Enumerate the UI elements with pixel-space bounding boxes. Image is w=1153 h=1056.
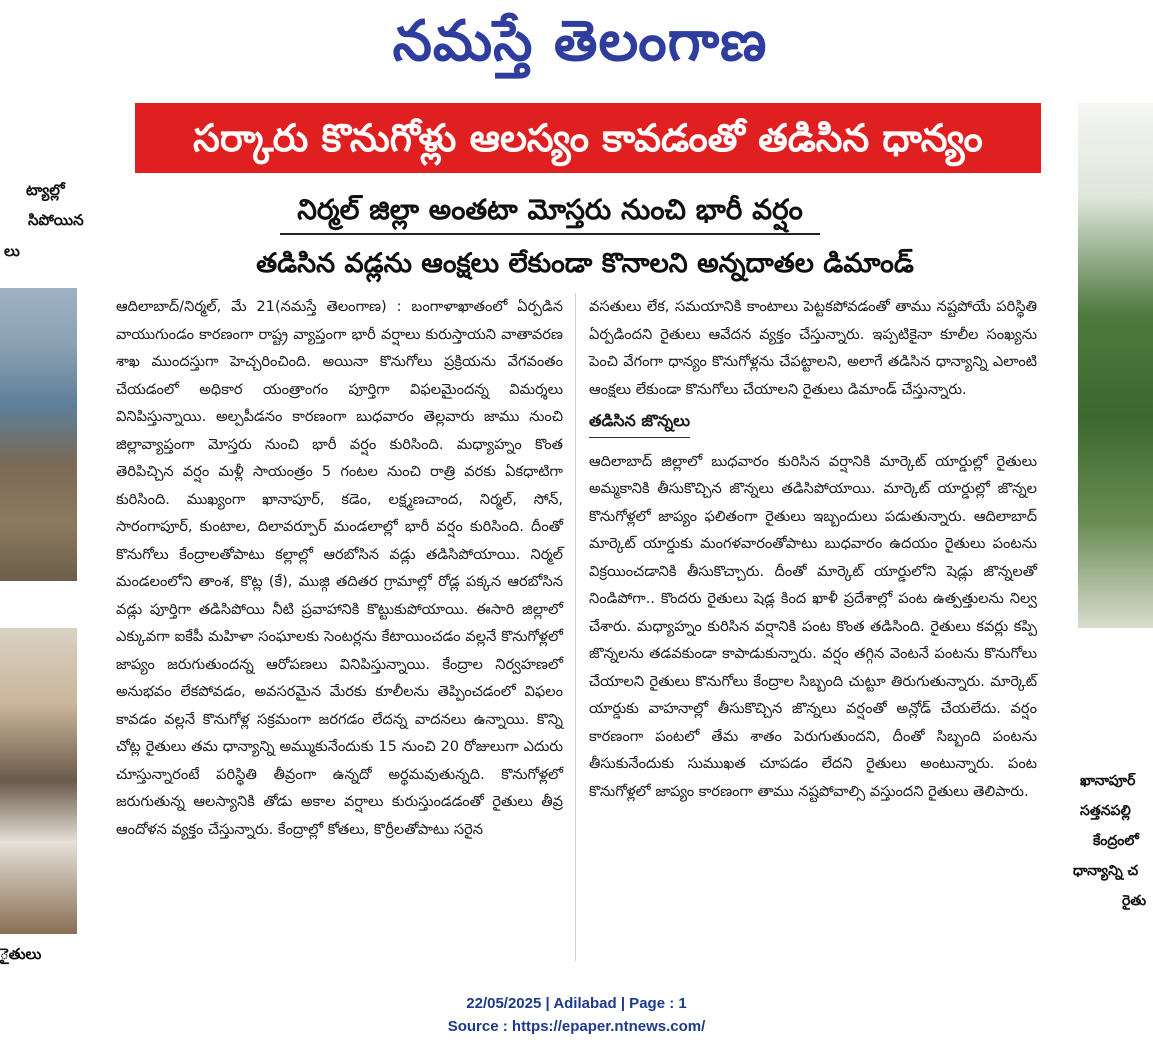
headline: సర్కారు కొనుగోళ్లు ఆలస్యం కావడంతో తడిసిన ధాన్యం	[135, 103, 1041, 173]
photo-trees	[1078, 103, 1153, 628]
right-caption-fragment: ధాన్యాన్ని చ	[1073, 863, 1139, 879]
left-caption-fragment: సిపోయిన	[28, 211, 84, 229]
article-column-1	[116, 293, 563, 843]
subheadline-secondary: తడిసిన వడ్లను ఆంక్షలు లేకుండా కొనాలని అన్నదాతల డిమాండ్	[256, 248, 914, 279]
column-divider	[575, 293, 576, 961]
photo-farmers-crowd	[0, 628, 77, 934]
left-caption-fragment: ట్యాల్లో	[26, 181, 65, 199]
right-caption-fragment: సత్తనపల్లి	[1080, 803, 1131, 819]
photo-cyclist-rain	[0, 288, 77, 581]
article-paragraph: వసతులు లేక, సమయానికి కాంటాలు పెట్టకపోవడంతో తాము నష్టపోయే పరిస్థితి ఏర్పడిందని రైతులు ఆవేదన వ్యక్తం చేస్తున్నారు. ఇప్పటికైనా కూలీల సంఖ్యను పెంచి వేగంగా ధాన్యం కొనుగోళ్లను చేపట్టాలని, అలాగే తడిసిన ధాన్యాన్ని ఎలాంటి ఆంక్షలు లేకుండా కొనుగోలు చేయాలని రైతులు డిమాండ్ చేస్తున్నారు.	[589, 298, 1037, 398]
right-caption-fragment: రైతు	[1122, 893, 1147, 909]
right-caption-fragment: ఖానాపూర్	[1080, 773, 1136, 789]
footer-source-link[interactable]: Source : https://epaper.ntnews.com/	[447, 1018, 706, 1035]
footer-date-edition: 22/05/2025 | Adilabad | Page : 1	[466, 995, 687, 1012]
section-subheading: తడిసిన జొన్నలు	[589, 407, 690, 438]
footer	[0, 992, 1153, 1038]
left-caption-fragment: ైతులు	[0, 945, 42, 963]
article-paragraph: ఆదిలాబాద్ జిల్లాలో బుధవారం కురిసిన వర్షానికి మార్కెట్ యార్డుల్లో రైతులు అమ్మకానికి తీసుకొచ్చిన జొన్నలు తడిసిపోయాయి. మార్కెట్ యార్డుల్లో జొన్నల కొనుగోళ్లలో జాప్యం ఫలితంగా రైతులు ఇబ్బందులు పడుతున్నారు. ఆదిలాబాద్ మార్కెట్ యార్డుకు మంగళవారంతోపాటు బుధవారం ఉదయం రైతులు పంటను విక్రయించడానికి తీసుకొచ్చారు. దీంతో మార్కెట్ యార్డులోని షెడ్లు జొన్నలతో నిండిపోగా.. కొందరు రైతులు షెడ్ల కింద ఖాళీ ప్రదేశాల్లో పంట ఉత్పత్తులను నిల్వ చేశారు. మధ్యాహ్నం కురిసిన వర్షానికి పంట కొంత తడిసింది. రైతులు కవర్లు కప్పి జొన్నలను తడవకుండా కాపాడుకున్నారు. వర్షం తగ్గిన వెంటనే పంటను కొనుగోలు చేయాలని రైతులు కొనుగోలు కేంద్రాల సిబ్బంది చుట్టూ తిరుగుతున్నారు. మార్కెట్ యార్డుకు వాహనాల్లో తీసుకొచ్చిన జొన్నలు వర్షంతో అన్లోడ్ చేయలేదు. వర్షం కారణంగా పంటలో తేమ శాతం పెరుగుతుందని, దీంతో సిబ్బంది పంటను తీసుకునేందుకు సుముఖత చూపడం లేదని రైతులు అంటున్నారు. పంట కొనుగోళ్లలో జాప్యం కారణంగా తాము నష్టపోవాల్సి వస్తుందని రైతులు తెలిపారు.	[589, 452, 1037, 800]
article-column-2	[589, 293, 1037, 805]
right-caption-fragment: కేంద్రంలో	[1093, 833, 1139, 849]
subheadline-primary: నిర్మల్ జిల్లా అంతటా మోస్తరు నుంచి భారీ వర్షం	[280, 187, 820, 235]
masthead-logo: నమస్తే తెలంగాణ	[392, 9, 768, 74]
left-caption-fragment: లు	[4, 242, 20, 260]
article-paragraph: ఆదిలాబాద్/నిర్మల్, మే 21(నమస్తే తెలంగాణ) : బంగాళాఖాతంలో ఏర్పడిన వాయుగుండం కారణంగా రాష్ట్ర వ్యాప్తంగా భారీ వర్షాలు కురుస్తాయని వాతావరణ శాఖ ముందస్తుగా హెచ్చరించింది. అయినా కొనుగోలు ప్రక్రియను వేగవంతం చేయడంలో అధికార యంత్రాంగం పూర్తిగా విఫలమైందన్న విమర్శలు వినిపిస్తున్నాయి. అల్పపీడనం కారణంగా బుధవారం తెల్లవారు జాము నుంచి జిల్లావ్యాప్తంగా మోస్తరు నుంచి భారీ వర్షం కురిసింది. మధ్యాహ్నం కొంత తెరిపిచ్చిన వర్షం మళ్లీ సాయంత్రం 5 గంటల నుంచి రాత్రి వరకు ఏకధాటిగా కురిసింది. ముఖ్యంగా ఖానాపూర్, కడెం, లక్ష్మణచాంద, నిర్మల్, సోన్, సారంగాపూర్, కుంటాల, దిలావర్పూర్ మండలాల్లో భారీ వర్షం కురిసింది. దీంతో కొనుగోలు కేంద్రాలతోపాటు కల్లాల్లో ఆరబోసిన వడ్లు తడిసిపోయాయి. నిర్మల్ మండలంలోని తాంశ, కొట్ల (కే), ముజ్గి తదితర గ్రామాల్లో రోడ్ల పక్కన ఆరబోసిన వడ్లు పూర్తిగా తడిసిపోయి నీటి ప్రవాహానికి కొట్టుకుపోయాయి. ఈసారి జిల్లాలో ఎక్కువగా ఐకేపీ మహిళా సంఘాలకు సెంటర్లను కేటాయించడం వల్లనే కొనుగోళ్లలో జాప్యం జరుగుతుందన్న ఆరోపణలు వినిపిస్తున్నాయి. కేంద్రాల నిర్వహణలో అనుభవం లేకపోవడం, అవసరమైన మేరకు కూలీలను తెప్పించడంలో విఫలం కావడం వల్లనే కొనుగోళ్ల సక్రమంగా జరగడం లేదన్న వాదనలు ఉన్నాయి. కొన్ని చోట్ల రైతులు తమ ధాన్యాన్ని అమ్ముకునేందుకు 15 నుంచి 20 రోజులుగా ఎదురు చూస్తున్నారంటే పరిస్థితి తీవ్రంగా ఉన్నదో అర్థమవుతున్నది. కొనుగోళ్లలో జరుగుతున్న ఆలస్యానికి తోడు అకాల వర్షాలు కురుస్తుండడంతో రైతులు తీవ్ర ఆందోళన వ్యక్తం చేస్తున్నారు. కేంద్రాల్లో కోతలు, కొర్రీలతోపాటు సరైన	[116, 298, 563, 838]
